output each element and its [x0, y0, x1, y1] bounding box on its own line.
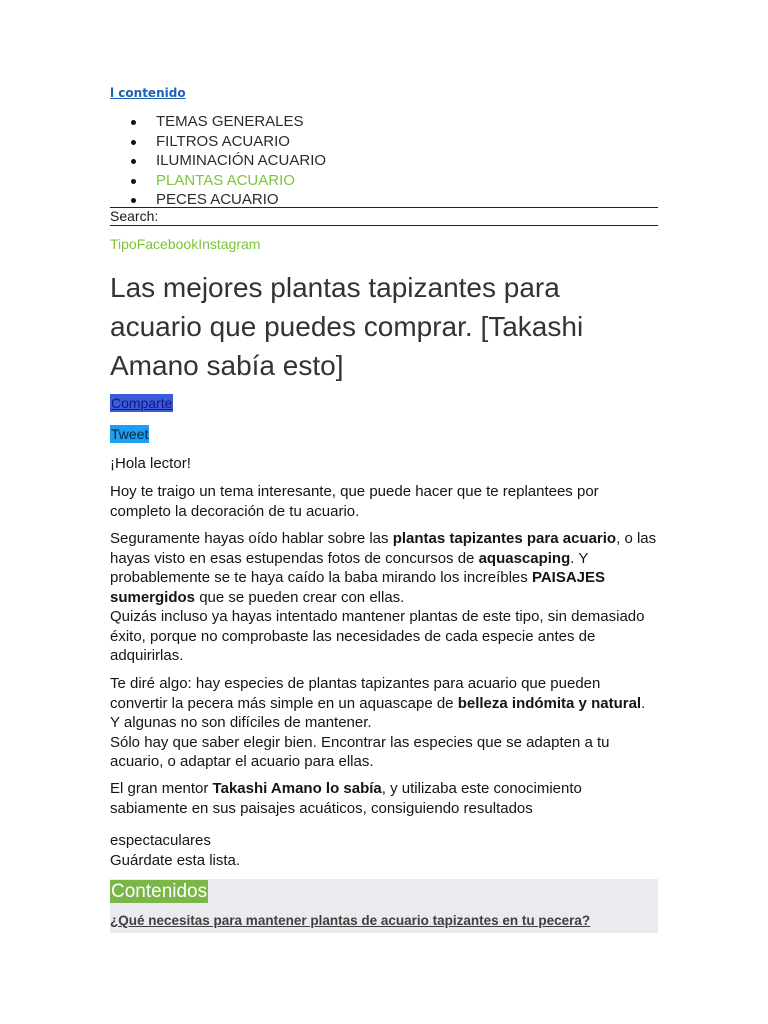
- paragraph-amano: [110, 779, 658, 818]
- bullet-icon: [131, 198, 136, 203]
- text: . Y algunas no son difíciles de mantener.: [110, 694, 646, 731]
- text: , y utilizaba este conocimiento sabiamente en sus paisajes acuáticos, consiguiendo resultados: [110, 780, 582, 817]
- nav-item-iluminacion-acuario[interactable]: [110, 151, 658, 171]
- paragraph-especies: [110, 674, 658, 772]
- greeting: ¡Hola lector!: [110, 455, 191, 472]
- bold-text: plantas tapizantes para acuario: [392, 530, 617, 547]
- text: Sólo hay que saber elegir bien. Encontrar las especies que se adapten a tu acuario, o adaptar el acuario para ellas.: [110, 733, 610, 770]
- text: Guárdate esta lista.: [110, 851, 241, 869]
- nav-item-filtros-acuario[interactable]: [110, 132, 658, 152]
- nav-item-label: PLANTAS ACUARIO: [156, 171, 295, 189]
- toc-link[interactable]: ¿Qué necesitas para mantener plantas de acuario tapizantes en tu pecera?: [110, 913, 591, 928]
- text: , o las hayas visto en esas estupendas fotos de concursos de: [110, 530, 657, 567]
- bold-text: Takashi Amano lo sabía: [212, 780, 382, 797]
- text: Te diré algo: hay especies de plantas tapizantes para acuario que pueden convertir la pecera más simple en un aquascape de: [110, 675, 601, 712]
- bold-text: aquascaping: [478, 549, 571, 567]
- text: Seguramente hayas oído hablar sobre las: [110, 530, 393, 547]
- search-input[interactable]: [162, 208, 642, 224]
- nav-item-label: FILTROS ACUARIO: [156, 132, 290, 150]
- text: espectaculares: [110, 832, 211, 849]
- nav-item-temas-generales[interactable]: [110, 112, 658, 132]
- search-bar: [110, 207, 658, 226]
- paragraph-tapizantes: [110, 529, 658, 666]
- social-links[interactable]: TipoFacebookInstagram: [110, 236, 261, 252]
- bullet-icon: [131, 159, 136, 164]
- main-nav: [110, 112, 658, 210]
- bold-text: belleza indómita y natural: [457, 694, 642, 712]
- article-title: Las mejores plantas tapizantes para acuario que puedes comprar. [Takashi Amano sabía esto]: [110, 272, 584, 381]
- text: Quizás incluso ya hayas intentado mantener plantas de este tipo, sin demasiado éxito, porque no comprobaste las necesidades de cada especie antes de adquirirlas.: [110, 608, 645, 664]
- nav-item-label: ILUMINACIÓN ACUARIO: [156, 152, 327, 169]
- paragraph-closing: [110, 831, 658, 870]
- bullet-icon: [131, 140, 136, 145]
- bullet-icon: [131, 179, 136, 184]
- skip-to-content-link[interactable]: l contenido: [110, 86, 186, 100]
- table-of-contents: [110, 879, 658, 933]
- text: El gran mentor: [110, 780, 213, 797]
- nav-item-label: TEMAS GENERALES: [156, 113, 304, 130]
- bold-text: PAISAJES sumergidos: [110, 569, 606, 606]
- search-label: Search:: [110, 208, 159, 224]
- text: que se pueden crear con ellas.: [195, 588, 405, 606]
- share-button[interactable]: Comparte: [111, 395, 173, 411]
- text: . Y probablemente se te haya caído la baba mirando los increíbles: [110, 549, 589, 586]
- nav-item-plantas-acuario[interactable]: [110, 171, 658, 191]
- toc-title[interactable]: Contenidos: [111, 881, 208, 902]
- paragraph-intro: Hoy te traigo un tema interesante, que puede hacer que te replantees por completo la decoración de tu acuario.: [110, 483, 599, 520]
- bullet-icon: [131, 120, 136, 125]
- nav-item-label: PECES ACUARIO: [156, 191, 279, 208]
- tweet-button[interactable]: Tweet: [111, 426, 149, 442]
